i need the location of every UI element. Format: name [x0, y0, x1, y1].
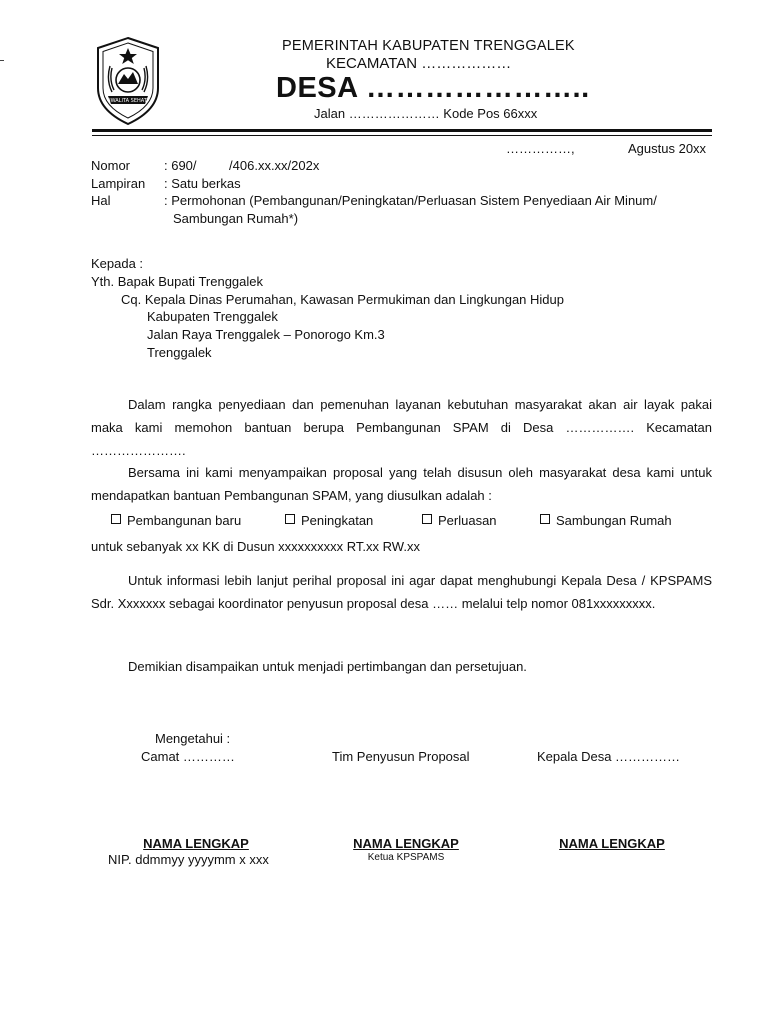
signature-tim-role: Ketua KPSPAMS: [367, 852, 445, 863]
recipient-address: Jalan Raya Trenggalek – Ponorogo Km.3: [147, 327, 385, 342]
option-label: Sambungan Rumah: [556, 513, 672, 528]
paragraph-2-text: Bersama ini kami menyampaikan proposal yang telah disusun oleh masyarakat desa kami untuk mendapatkan bantuan Pembangunan SPAM, yang diusulkan adalah :: [91, 465, 712, 503]
option-sambungan-rumah[interactable]: [540, 513, 672, 528]
recipient-city: Trenggalek: [147, 345, 212, 360]
checkbox-icon[interactable]: [540, 514, 550, 524]
emblem-logo-icon: [92, 36, 164, 126]
page-edge-mark: [0, 60, 4, 61]
paragraph-2: [91, 461, 712, 507]
signature-camat-title: Camat …………: [141, 749, 235, 764]
option-label: Perluasan: [438, 513, 497, 528]
paragraph-5-text: Demikian disampaikan untuk menjadi pertimbangan dan persetujuan.: [128, 659, 527, 674]
date-place: ……………,: [506, 141, 575, 156]
hal-value-line1: : Permohonan (Pembangunan/Peningkatan/Perluasan Sistem Penyediaan Air Minum/: [164, 193, 657, 208]
nomor-label: Nomor: [91, 158, 131, 173]
paragraph-1-text: Dalam rangka penyediaan dan pemenuhan layanan kebutuhan masyarakat akan air layak pakai maka kami memohon bantuan berupa Pembangunan SPAM di Desa ……………. Kecamatan ………………….: [91, 397, 712, 458]
letterhead-kecamatan: KECAMATAN ………………: [326, 55, 512, 72]
option-pembangunan-baru[interactable]: [111, 513, 241, 528]
recipient-kabupaten: Kabupaten Trenggalek: [147, 309, 278, 324]
lampiran-label: Lampiran: [91, 176, 146, 191]
paragraph-1: [91, 393, 712, 462]
paragraph-4: [91, 569, 712, 615]
date-value: Agustus 20xx: [628, 141, 707, 156]
option-peningkatan[interactable]: [285, 513, 373, 528]
letterhead-address: Jalan ………………… Kode Pos 66xxx: [314, 106, 538, 121]
signature-mengetahui: Mengetahui :: [155, 731, 231, 746]
signature-tim-name: NAMA LENGKAP: [353, 836, 459, 851]
paragraph-4-text: Untuk informasi lebih lanjut perihal proposal ini agar dapat menghubungi Kepala Desa / KPSPAMS Sdr. Xxxxxxx sebagai koordinator penyusun proposal desa …… melalui telp nomor 081xxxxxxxxx.: [91, 573, 712, 611]
paragraph-3-text: untuk sebanyak xx KK di Dusun xxxxxxxxxx RT.xx RW.xx: [91, 539, 420, 554]
option-label: Pembangunan baru: [127, 513, 242, 528]
letterhead-rule-thin: [92, 135, 712, 136]
signature-kades-title: Kepala Desa ……………: [537, 749, 681, 764]
signature-tim-title: Tim Penyusun Proposal: [332, 749, 470, 764]
hal-value-line2: Sambungan Rumah*): [173, 211, 299, 226]
lampiran-value: : Satu berkas: [164, 176, 241, 191]
signature-kades-name: NAMA LENGKAP: [559, 836, 665, 851]
letterhead-desa: DESA …………………..: [276, 72, 590, 104]
letterhead-rule-thick: [92, 129, 712, 132]
option-perluasan[interactable]: [422, 513, 497, 528]
checkbox-icon[interactable]: [422, 514, 432, 524]
signature-camat-name: NAMA LENGKAP: [143, 836, 249, 851]
recipient-cq: Cq. Kepala Dinas Perumahan, Kawasan Permukiman dan Lingkungan Hidup: [121, 292, 564, 307]
letterhead-government: PEMERINTAH KABUPATEN TRENGGALEK: [282, 38, 575, 54]
option-label: Peningkatan: [301, 513, 374, 528]
checkbox-icon[interactable]: [111, 514, 121, 524]
recipient-kepada: Kepada :: [91, 256, 144, 271]
hal-label: Hal: [91, 193, 111, 208]
nomor-value: : 690/ /406.xx.xx/202x: [164, 158, 320, 173]
recipient-yth: Yth. Bapak Bupati Trenggalek: [91, 274, 264, 289]
checkbox-icon[interactable]: [285, 514, 295, 524]
svg-text:JWALITA SEHAT: JWALITA SEHAT: [109, 98, 147, 104]
signature-camat-nip: NIP. ddmmyy yyyymm x xxx: [108, 852, 269, 867]
